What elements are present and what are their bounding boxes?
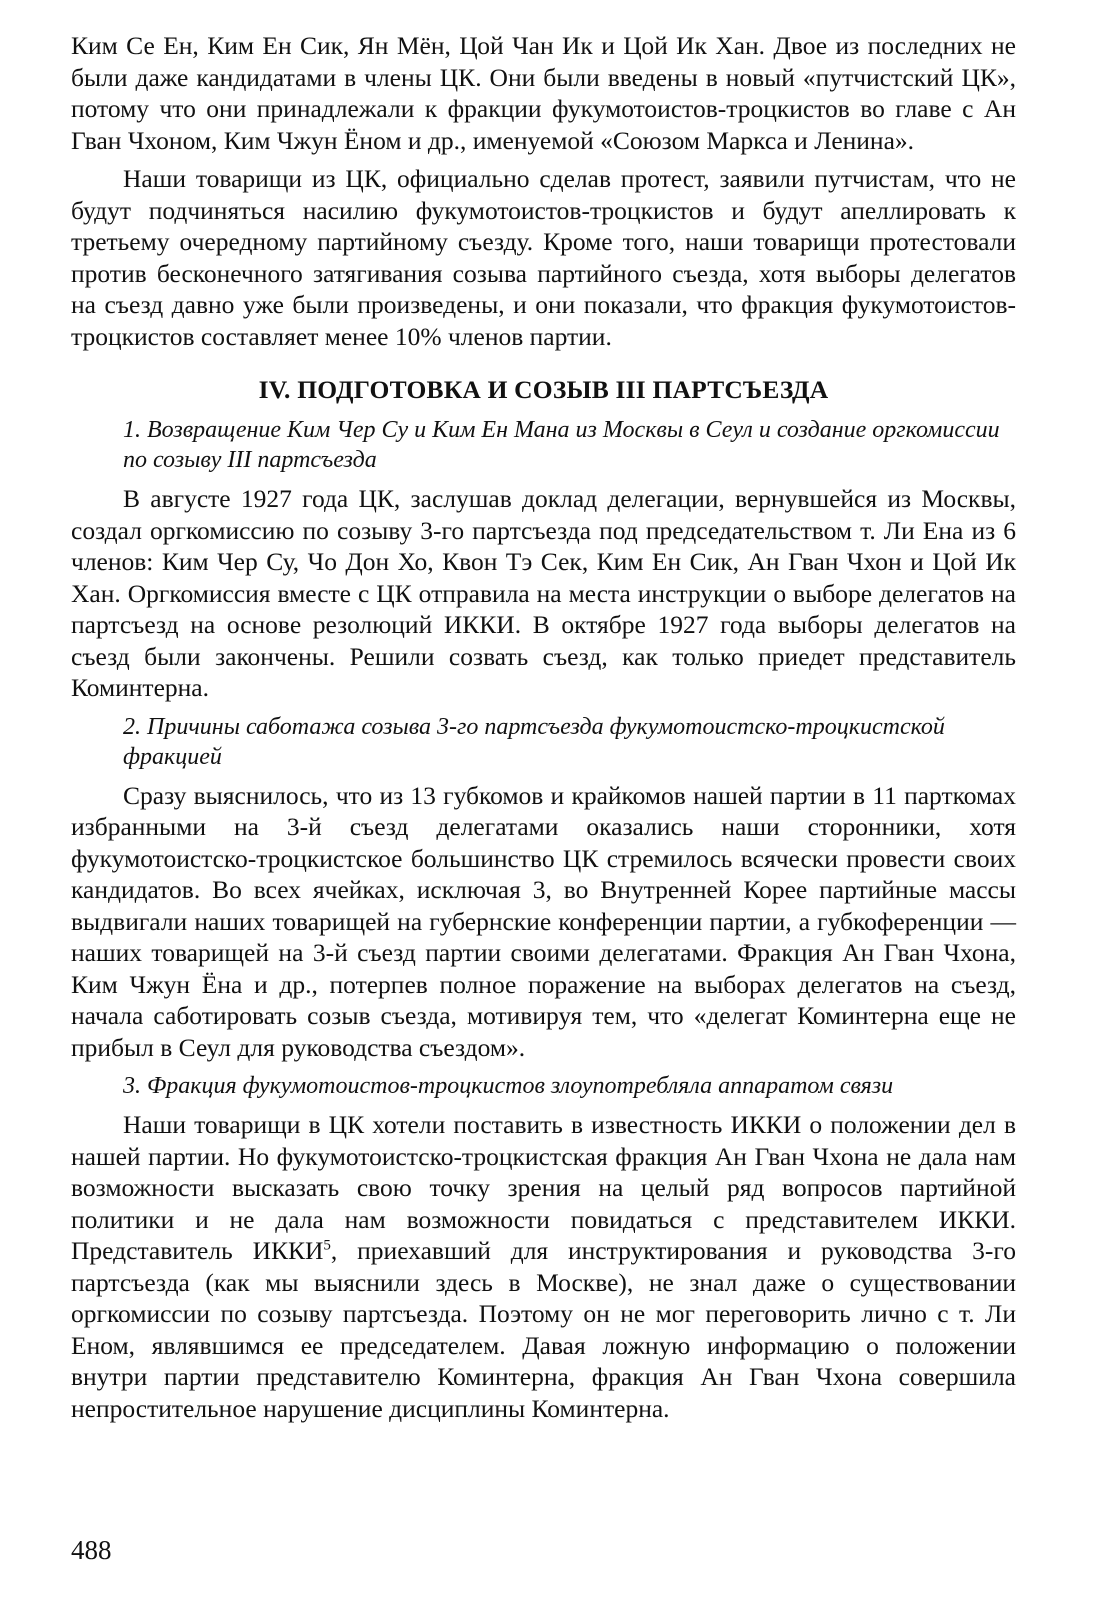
document-page (71, 30, 1016, 1424)
paragraph-communication-part1: Наши товарищи в ЦК хотели поставить в известность ИККИ о положении дел в нашей партии. Но фукумотоистско-троцкистская фракция Ан Гван Чхона не дала нам возможности высказать свою точку зрения на целый ряд вопросов партийной политики и не дала нам возможности повидаться с представителем ИККИ. Представитель ИККИ (71, 1110, 1016, 1265)
section-heading: IV. ПОДГОТОВКА И СОЗЫВ III ПАРТСЪЕЗДА (258, 375, 829, 404)
subsection-heading-1: 1. Возвращение Ким Чер Су и Ким Ен Мана из Москвы в Сеул и создание оргкомиссии по созыву III партсъезда (123, 417, 1000, 473)
subsection-heading-2: 2. Причины саботажа созыва 3-го партсъезда фукумотоистско-троцкистской фракцией (123, 713, 945, 770)
paragraph-orgcommission: В августе 1927 года ЦК, заслушав доклад делегации, вернувшейся из Москвы, создал оргкомиссию по созыву 3-го партсъезда под председательством т. Ли Ена из 6 членов: Ким Чер Су, Чо Дон Хо, Квон Тэ Сек, Ким Ен Сик, Ан Гван Чхон и Цой Ик Хан. Оргкомиссия вместе с ЦК отправила на места инструкции о выборе делегатов на партсъезд на основе резолюций ИККИ. В октябре 1927 года выборы делегатов на съезд были закончены. Решили созвать съезд, как только приедет представитель Коминтерна. (71, 484, 1016, 702)
paragraph-communication (71, 1109, 1016, 1424)
paragraph-protest: Наши товарищи из ЦК, официально сделав протест, заявили путчистам, что не будут подчиняться насилию фукумотоистов-троцкистов и будут апеллировать к третьему очередному партийному съезду. Кроме того, наши товарищи протестовали против бесконечного затягивания созыва партийного съезда, хотя выборы делегатов на съезд давно уже были произведены, и они показали, что фракция фукумотоистов-троцкистов составляет менее 10% членов партии. (71, 164, 1016, 351)
subsection-heading-3: 3. Фракция фукумотоистов-троцкистов злоупотребляла аппаратом связи (123, 1073, 894, 1099)
page-number: 488 (71, 1535, 112, 1565)
footnote-marker: 5 (323, 1237, 331, 1254)
paragraph-sabotage: Сразу выяснилось, что из 13 губкомов и крайкомов нашей партии в 11 парткомах избранными на 3-й съезд делегатами оказались наши сторонники, хотя фукумотоистско-троцкистское большинство ЦК стремилось всячески провести своих кандидатов. Во всех ячейках, исключая 3, во Внутренней Корее партийные массы выдвигали наших товарищей на губернские конференции партии, а губкоференции — наших товарищей на 3-й съезд партии своими делегатами. Фракция Ан Гван Чхона, Ким Чжун Ёна и др., потерпев полное поражение на выборах делегатов на съезд, начала саботировать созыв съезда, мотивируя тем, что «делегат Коминтерна еще не прибыл в Сеул для руководства съездом». (71, 780, 1016, 1062)
paragraph-continuation: Ким Се Ен, Ким Ен Сик, Ян Мён, Цой Чан Ик и Цой Ик Хан. Двое из последних не были даже кандидатами в члены ЦК. Они были введены в новый «путчистский ЦК», потому что они принадлежали к фракции фукумотоистов-троцкистов во главе с Ан Гван Чхоном, Ким Чжун Ёном и др., именуемой «Союзом Маркса и Ленина». (71, 31, 1016, 155)
paragraph-communication-part2: , приехавший для инструктирования и руководства 3-го партсъезда (как мы выяснили здесь в Москве), не знал даже о существовании оргкомиссии по созыву партсъезда. Поэтому он не мог переговорить лично с т. Ли Еном, являвшимся ее председателем. Давая ложную информацию о положении внутри партии представителю Коминтерна, фракция Ан Гван Чхона совершила непростительное нарушение дисциплины Коминтерна. (71, 1236, 1016, 1423)
